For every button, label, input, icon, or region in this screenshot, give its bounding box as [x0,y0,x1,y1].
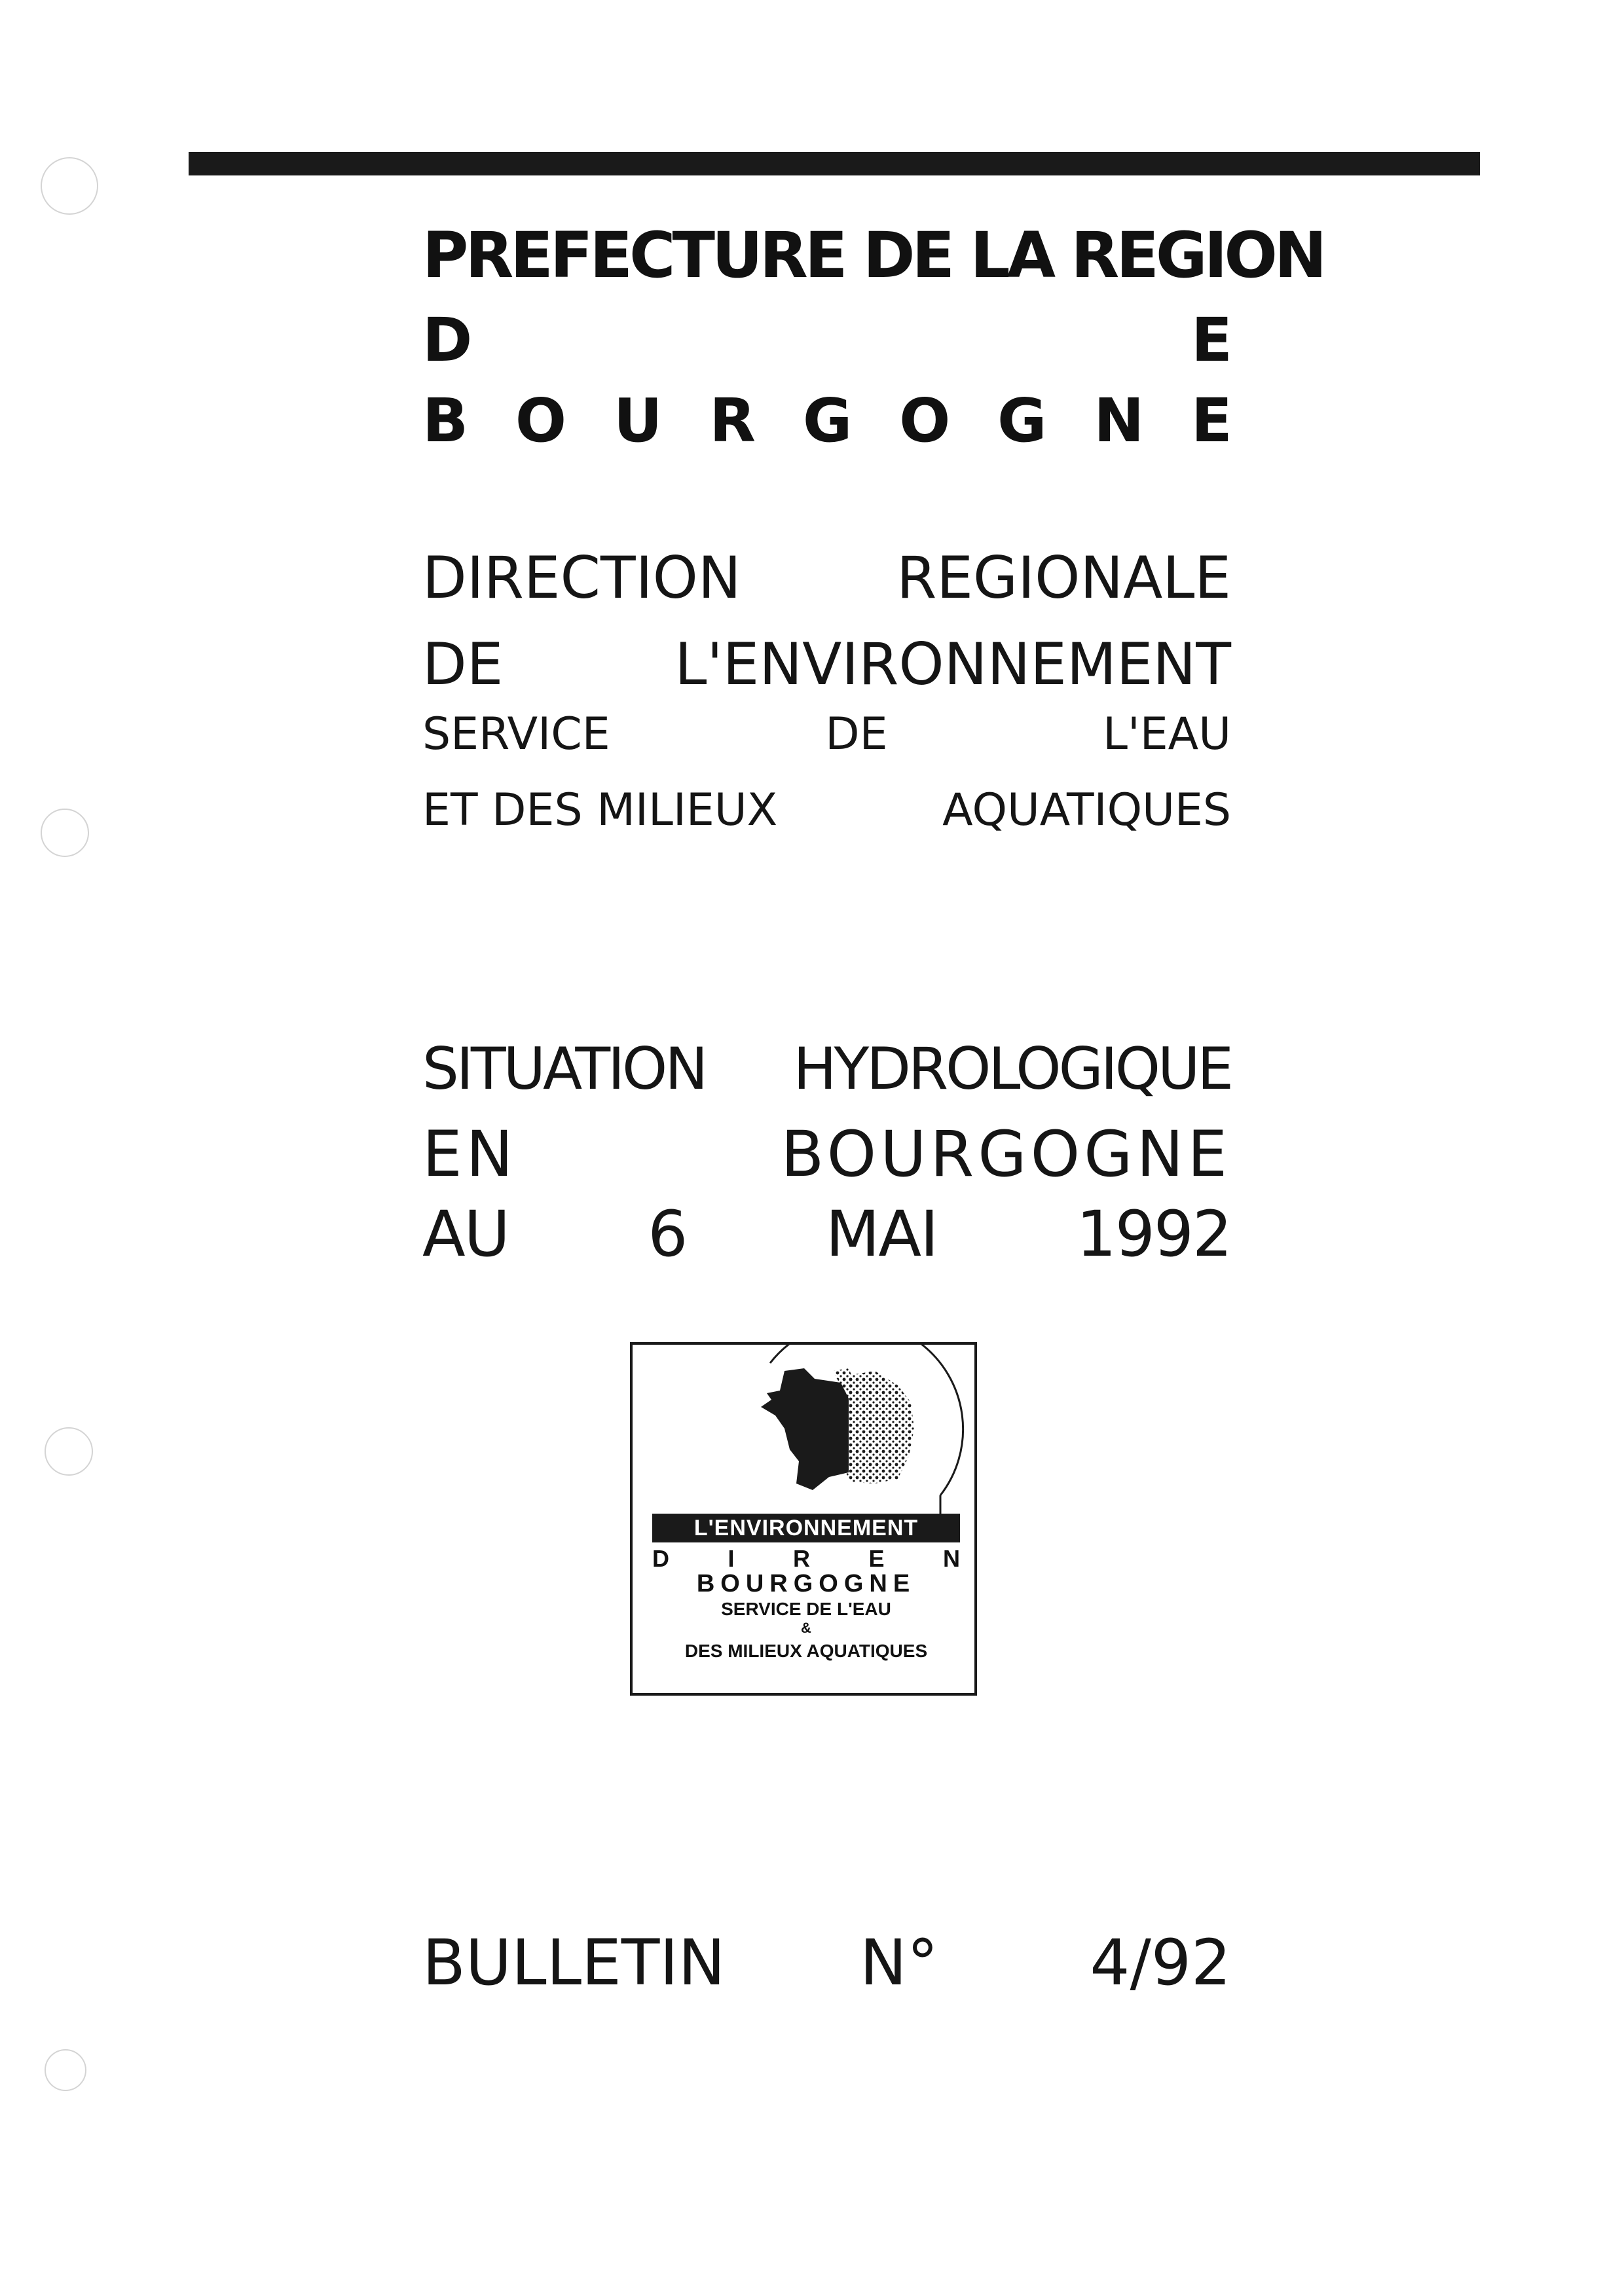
au-word: AU [422,1197,509,1271]
logo-milieux: DES MILIEUX AQUATIQUES [684,1641,928,1661]
regionale-word: REGIONALE [896,544,1231,611]
day-value: 6 [648,1197,687,1271]
environnement-word: L'ENVIRONNEMENT [674,630,1231,698]
punch-hole-4 [45,2049,86,2091]
diren-logo [630,1342,977,1696]
prefecture-de-line [422,304,1231,376]
month-value: MAI [825,1197,938,1271]
diren-letter: I [728,1545,735,1572]
situation-title [422,1036,1231,1102]
bulletin-number-sign: N° [860,1926,938,1999]
service-word: SERVICE [422,708,610,760]
region-letter: O [899,386,950,456]
diren-letter: D [652,1545,669,1572]
region-letter: O [515,386,566,456]
direction-line-3 [422,708,1231,761]
direction-line-1 [422,545,1231,611]
letter-d: D [422,305,471,375]
region-letter: R [709,386,755,456]
region-letter: G [802,386,851,456]
en-word: EN [422,1118,517,1191]
letter-e: E [1191,305,1231,375]
logo-diren [652,1546,960,1571]
top-rule [189,152,1480,175]
direction-line-2 [422,632,1231,697]
diren-letter: E [868,1545,885,1572]
bulletin-number: 4/92 [1090,1926,1231,1999]
situation-line: SITUATION HYDROLOGIQUE [422,1035,1231,1102]
direction-line-4 [422,784,1231,837]
bourgogne-word: BOURGOGNE [781,1118,1231,1191]
region-letter: B [422,386,468,456]
punch-hole-1 [41,157,98,215]
milieux-words: ET DES MILIEUX [422,784,778,836]
bulletin-line [422,1928,1231,2000]
de-word: DE [825,708,888,760]
logo-region: BOURGOGNE [696,1570,916,1597]
eau-word: L'EAU [1103,708,1231,760]
aquatiques-word: AQUATIQUES [942,784,1231,836]
punch-hole-3 [45,1427,93,1476]
punch-hole-2 [41,809,89,857]
logo-amp: & [801,1620,811,1636]
prefecture-title [422,219,1324,292]
situation-date [422,1199,1231,1269]
region-letter: N [1094,386,1143,456]
diren-letter: N [942,1545,960,1572]
logo-service: SERVICE DE L'EAU [721,1599,891,1619]
diren-letter: R [792,1545,810,1572]
direction-word: DIRECTION [422,544,741,611]
situation-line-2 [422,1120,1231,1189]
logo-band: L'ENVIRONNEMENT [652,1514,960,1542]
region-letter: G [997,386,1046,456]
region-letter: U [613,386,661,456]
de-word: DE [422,630,504,698]
prefecture-region-name [422,385,1231,457]
france-map-icon [633,1345,980,1522]
region-letter: E [1191,386,1231,456]
bulletin-label: BULLETIN [422,1926,726,1999]
prefecture-line: PREFECTURE DE LA REGION [422,219,1324,292]
year-value: 1992 [1076,1197,1231,1271]
